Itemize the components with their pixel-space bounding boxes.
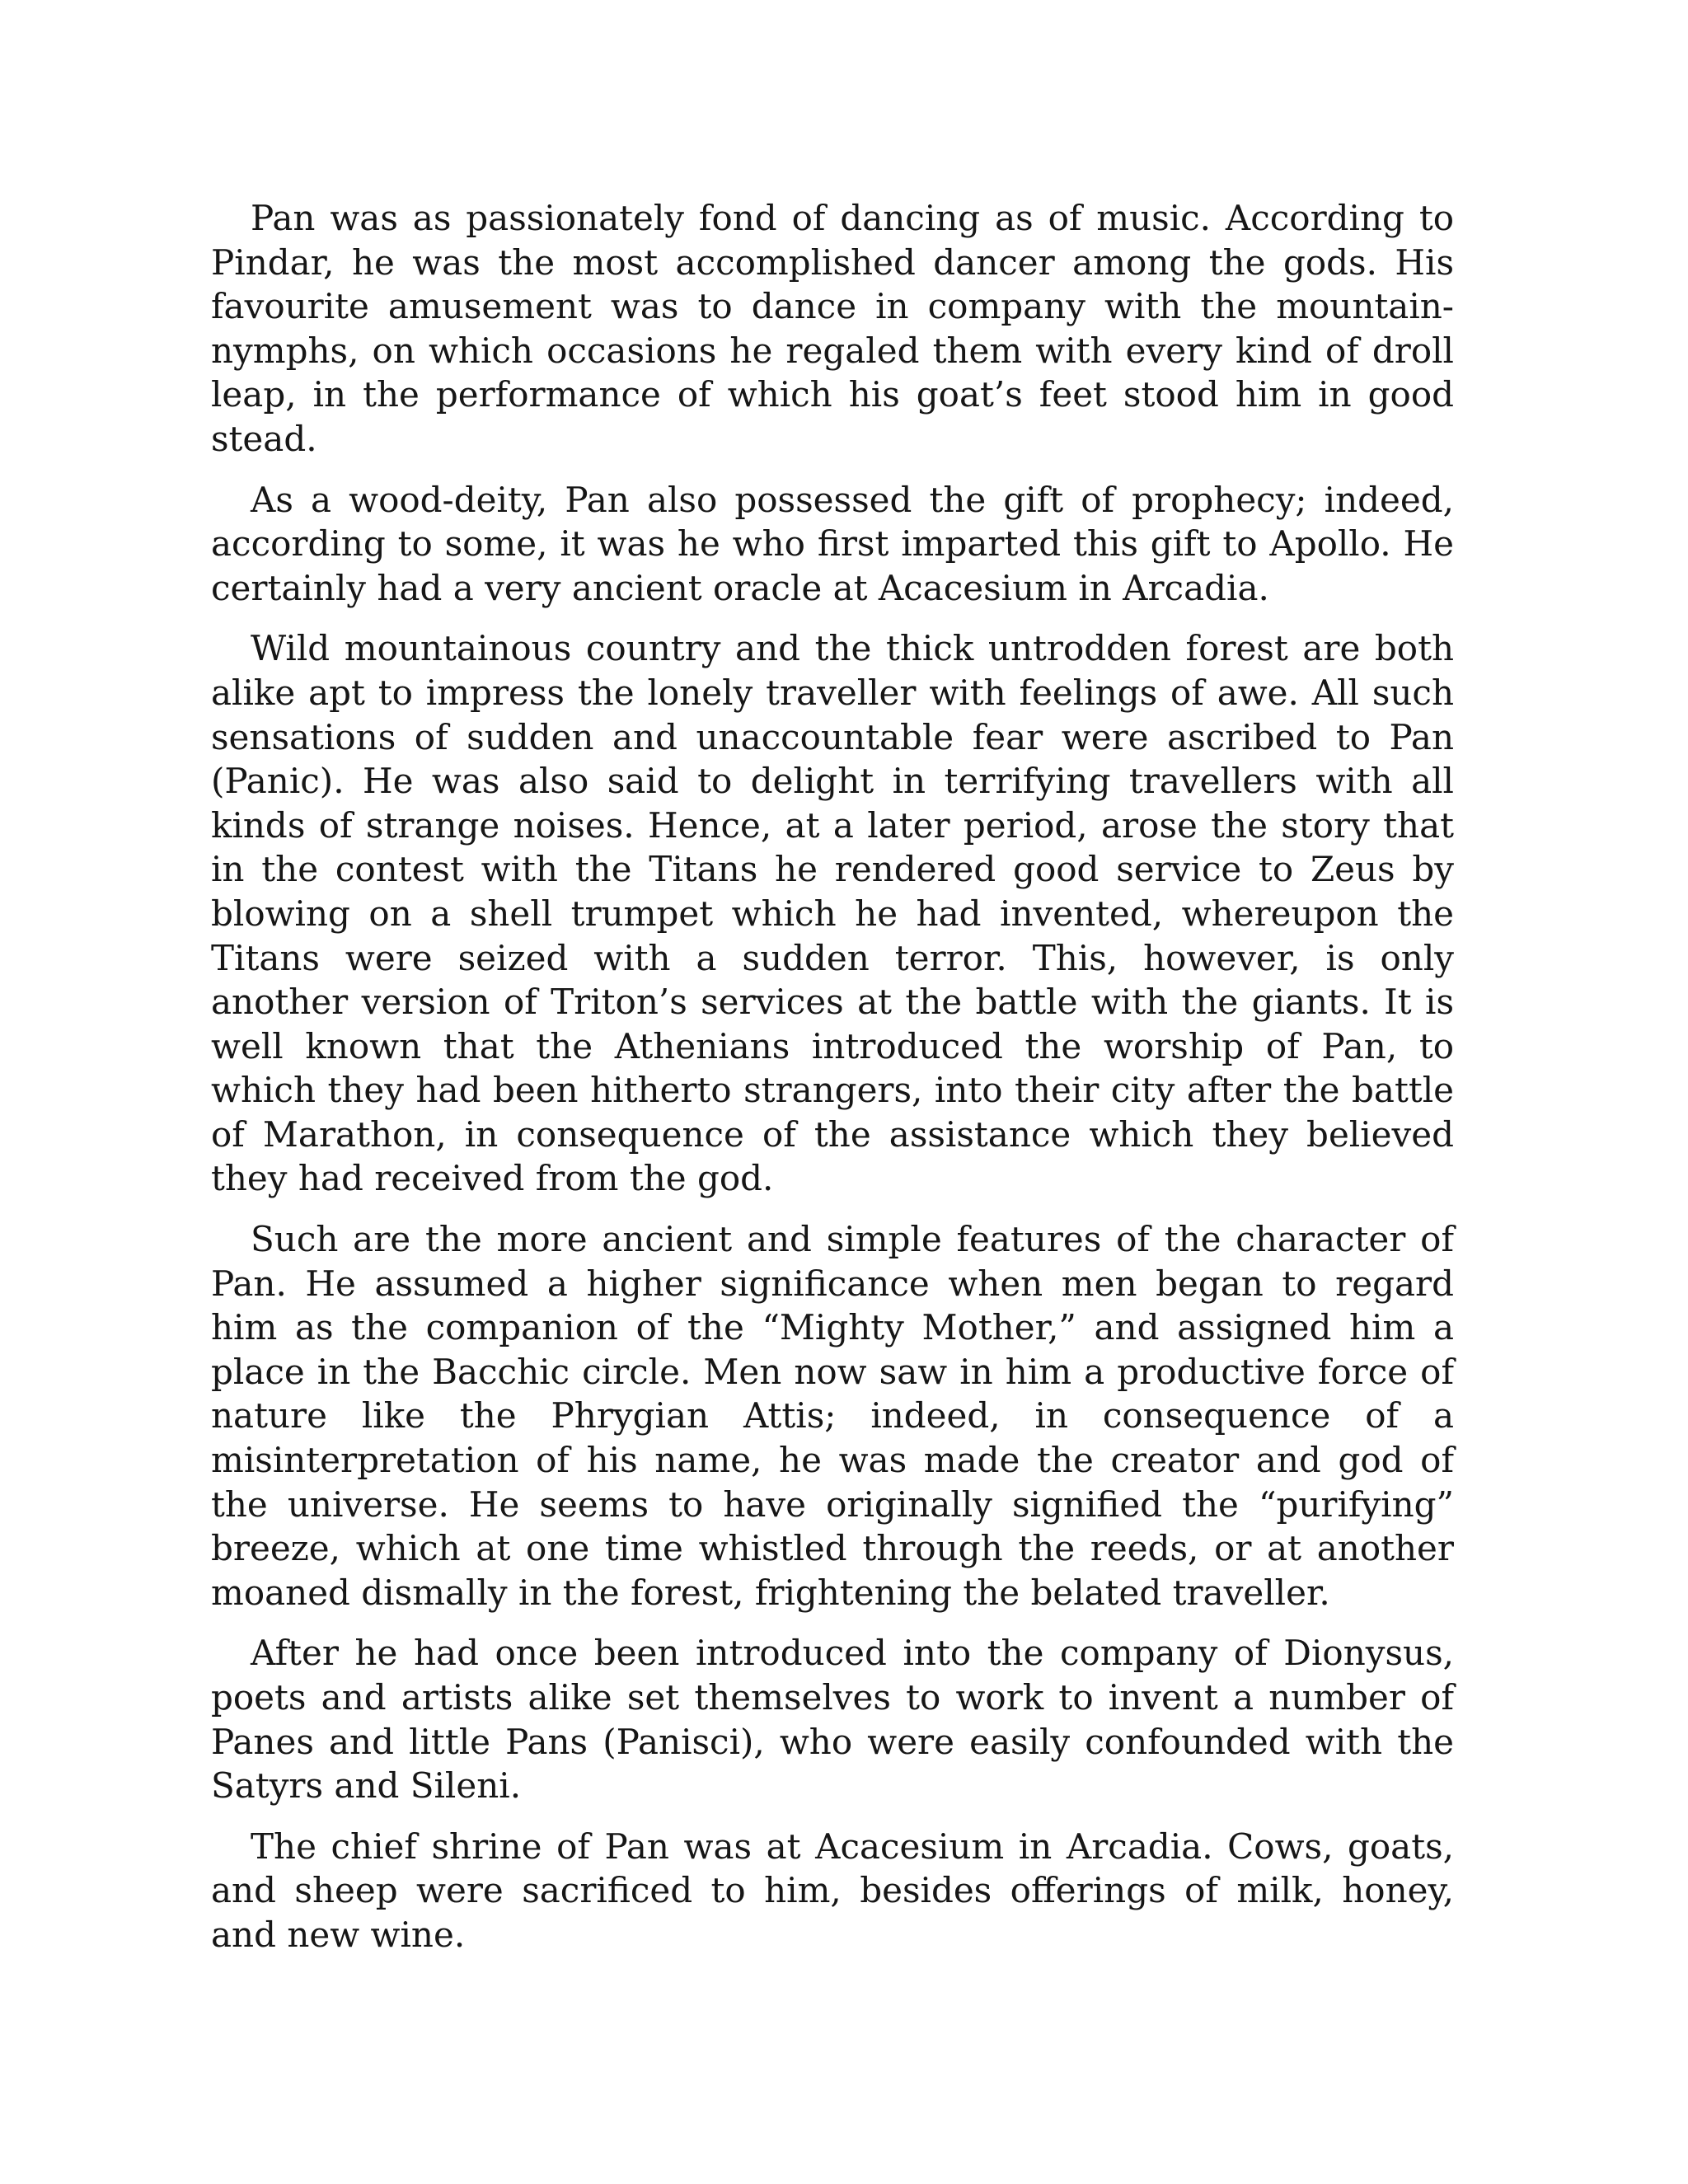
paragraph-1: Pan was as passionately fond of dancing as of music. According to Pindar, he was the most accomplished dancer among the gods. His favourite amusement was to dance in company with the mountain-nymphs, on which occasions he regaled them with every kind of droll leap, in the performance of which his goat’s feet stood him in good stead.	[211, 198, 1454, 459]
paragraph-4: Such are the more ancient and simple features of the character of Pan. He assumed a higher significance when men began to regard him as the companion of the “Mighty Mother,” and assigned him a place in the Bacchic circle. Men now saw in him a productive force of nature like the Phrygian Attis; indeed, in consequence of a misinterpretation of his name, he was made the creator and god of the universe. He seems to have originally signified the “purifying” breeze, which at one time whistled through the reeds, or at another moaned dismally in the forest, frightening the belated traveller.	[211, 1219, 1454, 1613]
page-body	[211, 196, 1454, 1974]
paragraph-3: Wild mountainous country and the thick untrodden forest are both alike apt to impress the lonely traveller with feelings of awe. All such sensations of sudden and unaccountable fear were ascribed to Pan (Panic). He was also said to delight in terrifying travellers with all kinds of strange noises. Hence, at a later period, arose the story that in the contest with the Titans he rendered good service to Zeus by blowing on a shell trumpet which he had invented, whereupon the Titans were seized with a sudden terror. This, however, is only another version of Triton’s services at the battle with the giants. It is well known that the Athenians introduced the worship of Pan, to which they had been hitherto strangers, into their city after the battle of Marathon, in consequence of the assistance which they believed they had received from the god.	[211, 628, 1454, 1199]
paragraph-5: After he had once been introduced into the company of Dionysus, poets and artists alike set themselves to work to invent a number of Panes and little Pans (Panisci), who were easily confounded with the Satyrs and Sileni.	[211, 1633, 1454, 1807]
paragraph-2: As a wood-deity, Pan also possessed the gift of prophecy; indeed, according to some, it was he who first imparted this gift to Apollo. He certainly had a very ancient oracle at Acacesium in Arcadia.	[211, 479, 1454, 608]
paragraph-6: The chief shrine of Pan was at Acacesium in Arcadia. Cows, goats, and sheep were sacrificed to him, besides offerings of milk, honey, and new wine.	[211, 1825, 1454, 1955]
